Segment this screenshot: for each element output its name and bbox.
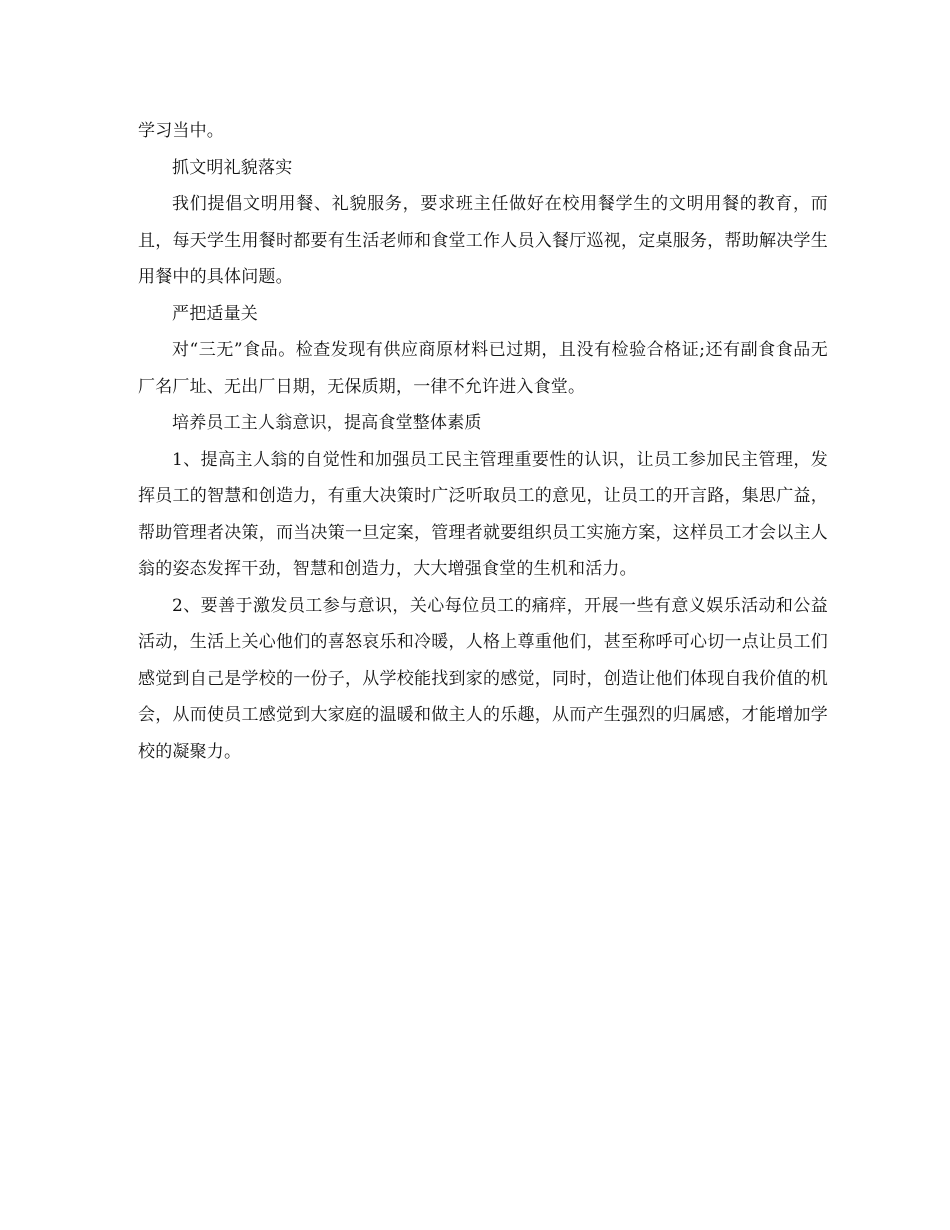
document-body [138, 113, 828, 770]
paragraph-three-no-food: 对“三无”食品。检查发现有供应商原材料已过期，且没有检验合格证;还有副食食品无厂名厂址、无出厂日期，无保质期，一律不允许进入食堂。 [138, 340, 828, 397]
heading-civility: 抓文明礼貌落实 [172, 157, 293, 178]
paragraph-civil-dining: 我们提倡文明用餐、礼貌服务，要求班主任做好在校用餐学生的文明用餐的教育，而且，每天学生用餐时都要有生活老师和食堂工作人员入餐厅巡视，定桌服务，帮助解决学生用餐中的具体问题。 [138, 194, 828, 287]
paragraph-point-1: 1、提高主人翁的自觉性和加强员工民主管理重要性的认识，让员工参加民主管理，发挥员工的智慧和创造力，有重大决策时广泛听取员工的意见，让员工的开言路，集思广益，帮助管理者决策，而当决策一旦定案，管理者就要组织员工实施方案，这样员工才会以主人翁的姿态发挥干劲，智慧和创造力，大大增强食堂的生机和活力。 [138, 449, 828, 579]
paragraph-continuation: 学习当中。 [138, 121, 224, 141]
heading-quantity-control: 严把适量关 [172, 303, 258, 324]
paragraph-point-2: 2、要善于激发员工参与意识，关心每位员工的痛痒，开展一些有意义娱乐活动和公益活动，生活上关心他们的喜怒哀乐和冷暖，人格上尊重他们，甚至称呼可心切一点让员工们感觉到自己是学校的一份子，从学校能找到家的感觉，同时，创造让他们体现自我价值的机会，从而使员工感觉到大家庭的温暖和做主人的乐趣，从而产生强烈的归属感，才能增加学校的凝聚力。 [138, 595, 828, 762]
heading-staff-ownership: 培养员工主人翁意识，提高食堂整体素质 [172, 413, 482, 433]
